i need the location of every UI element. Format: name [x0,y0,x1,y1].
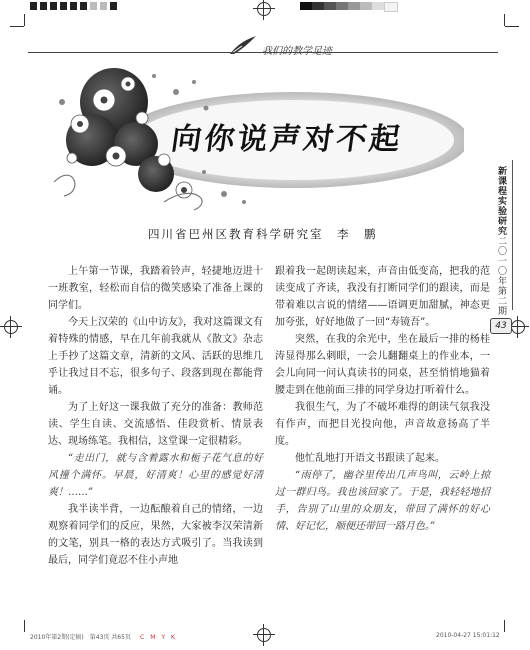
author-line: 四川省巴州区教育科学研究室 李 鹏 [148,227,378,241]
issue-label: 二〇一〇年第二期 [496,236,506,316]
paragraph: 他忙乱地打开语文书跟读了起来。 [295,453,445,464]
crop-mark-top [257,2,271,16]
trim-mark [504,620,505,632]
trim-mark [24,14,25,26]
paragraph: 为了上好这一课我做了充分的准备：教师范读、学生自读、交流感悟、佳段赏析、情景表达、现场练笔。我相信，这堂课一定很精彩。 [48,402,263,447]
paragraph: 我半读半背，一边酝酿着自己的情绪，一边观察着同学们的反应，果然，大家被李汉荣清新的文笔，别具一格的表达方式吸引了。当我读到最后，同学们竟忍不住小声地 [48,504,263,566]
left-column [48,263,263,569]
side-divider [512,160,513,310]
section-label [262,42,332,57]
paragraph: 突然，在我的余光中，坐在最后一排的杨桂涛显得那么刺眼，一会儿翻翻桌上的作业本，一会儿向同一问认真读书的同桌，甚至悄悄地猫着腰走到在他前面三排的同学身边打听着什么。 [275,334,490,396]
quoted-paragraph: “走出门，就与含着露水和栀子花气息的好风撞个满怀。早晨，好清爽！心里的感觉好清爽！……” [48,453,263,498]
paragraph: 今天上汉荣的《山中访友》，我对这篇课文有着特殊的情感，早在几年前我就从《散文》杂志上手抄了这篇文章，清新的文风、活跃的思维几乎让我过目不忘，很多句子、段落到现在都能背诵。 [48,317,263,396]
article-title: 向你说声对不起 [169,122,405,157]
right-column [275,263,490,535]
trim-mark [24,620,25,632]
paragraph: 跟着我一起朗读起来，声音由低变高，把我的范读变成了齐读，我没有打断同学们的跟读，而是带着难以言说的情绪——语调更加甜腻，神态更加夸张，好好地做了一回“寿镜吾”。 [275,266,490,328]
footer-print-info: 2010年第2期(定稿) 第43页 共65页 [30,634,131,641]
crop-mark-left [4,320,18,334]
page-number-badge: 43 [490,318,512,334]
trim-mark [505,26,519,27]
footer-color-marks: C M Y K [140,634,175,641]
printer-density-bars [30,2,117,10]
crop-mark-right [511,320,525,334]
journal-name: 新课程实验研究 [496,166,506,236]
paragraph: 上午第一节课，我踏着铃声，轻捷地迈进十一班教室，轻松而自信的微笑感染了准备上课的同学们。 [48,266,263,311]
quoted-paragraph: “雨停了，幽谷里传出几声鸟叫，云岭上掠过一群归鸟。我也该回家了。于是，我轻轻地招手，告别了山里的众朋友，带回了满怀的好心情、好记忆，顺便还带回一路月色。” [275,470,490,532]
footer-timestamp: 2010-04-27 15:01:12 [436,632,500,639]
paragraph: 我很生气，为了不破坏难得的朗读气氛我没有作声，而把目光投向他，声音故意扬高了半度。 [275,402,490,447]
crop-mark-bottom [257,628,271,642]
trim-mark [504,14,505,26]
header-rule [28,52,498,53]
printer-gradient-bar [300,2,398,12]
trim-mark [10,26,24,27]
